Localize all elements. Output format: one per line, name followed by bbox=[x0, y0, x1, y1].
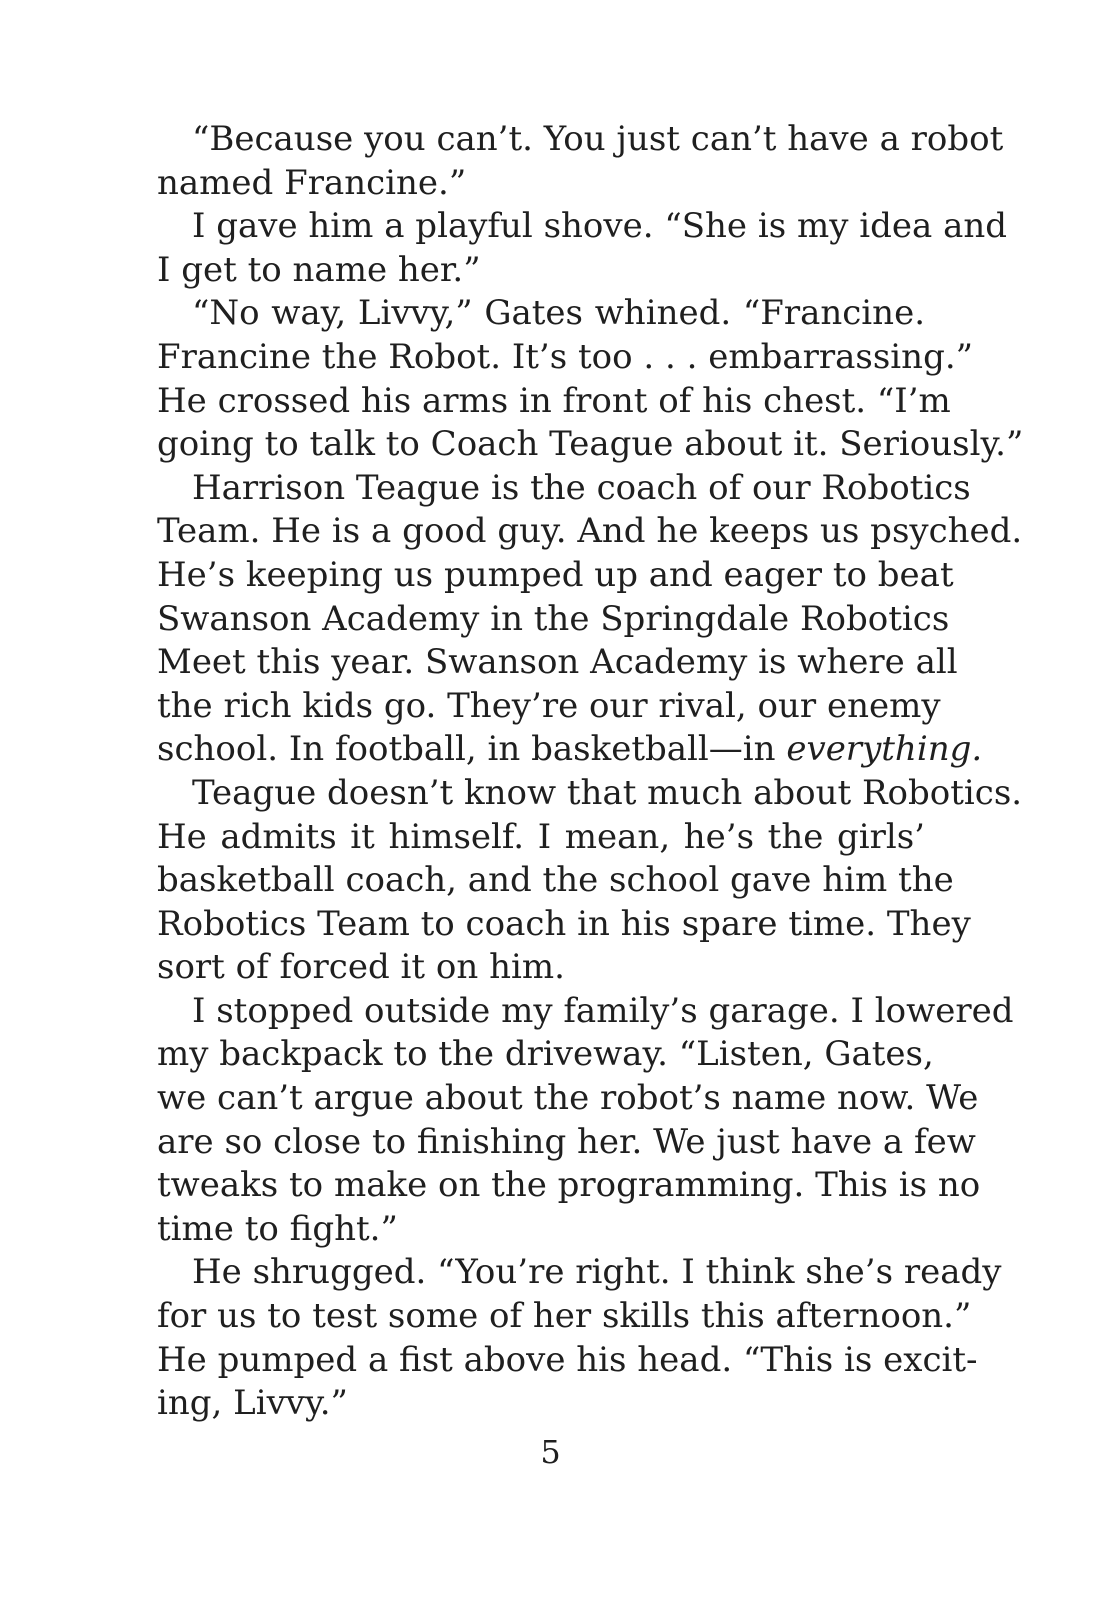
text-line: He admits it himself. I mean, he’s the girls’ bbox=[157, 816, 925, 857]
text-line: “Because you can’t. You just can’t have a robot bbox=[192, 119, 1004, 159]
text-line: “No way, Livvy,” Gates whined. “Francine. bbox=[192, 293, 925, 334]
text-line: for us to test some of her skills this afternoon.” bbox=[157, 1296, 972, 1337]
text-line: He’s keeping us pumped up and eager to beat bbox=[157, 554, 954, 595]
text-line: Robotics Team to coach in his spare time. They bbox=[157, 903, 971, 944]
text-line: He crossed his arms in front of his chest. “I’m bbox=[157, 380, 951, 421]
text-line: ing, Livvy.” bbox=[157, 1383, 348, 1424]
text-line: we can’t argue about the robot’s name now. We bbox=[157, 1078, 979, 1119]
text-line: I gave him a playful shove. “She is my idea and bbox=[192, 206, 1008, 247]
text-line: are so close to finishing her. We just have a few bbox=[157, 1121, 976, 1162]
text-line bbox=[157, 728, 983, 772]
text-line: tweaks to make on the programming. This is no bbox=[157, 1165, 981, 1206]
text-line: time to fight.” bbox=[157, 1208, 398, 1249]
text-line: He pumped a fist above his head. “This is excit- bbox=[157, 1339, 978, 1380]
text-line: Team. He is a good guy. And he keeps us psyched. bbox=[157, 511, 1023, 552]
text-line: named Francine.” bbox=[157, 162, 467, 203]
text-line: He shrugged. “You’re right. I think she’s ready bbox=[192, 1252, 1002, 1293]
italic-word: everything. bbox=[786, 729, 983, 770]
text-line: my backpack to the driveway. “Listen, Gates, bbox=[157, 1034, 934, 1075]
text-line: basketball coach, and the school gave him the bbox=[157, 860, 954, 901]
page-number: 5 bbox=[540, 1433, 561, 1471]
text-line: Harrison Teague is the coach of our Robotics bbox=[192, 467, 971, 508]
text-line: the rich kids go. They’re our rival, our enemy bbox=[157, 685, 941, 726]
text-line: Meet this year. Swanson Academy is where all bbox=[157, 642, 958, 683]
text-line: sort of forced it on him. bbox=[157, 947, 565, 988]
text-line: going to talk to Coach Teague about it. Seriously.” bbox=[157, 424, 1024, 465]
text-line: I stopped outside my family’s garage. I lowered bbox=[192, 990, 1014, 1031]
book-page-text bbox=[157, 118, 1024, 1426]
text-fragment: school. In football, in basketball—in bbox=[157, 729, 787, 770]
text-line: Swanson Academy in the Springdale Robotics bbox=[157, 598, 950, 639]
text-line: Teague doesn’t know that much about Robotics. bbox=[192, 772, 1023, 813]
text-line: I get to name her.” bbox=[157, 249, 481, 290]
text-line: Francine the Robot. It’s too . . . embarrassing.” bbox=[157, 336, 974, 377]
